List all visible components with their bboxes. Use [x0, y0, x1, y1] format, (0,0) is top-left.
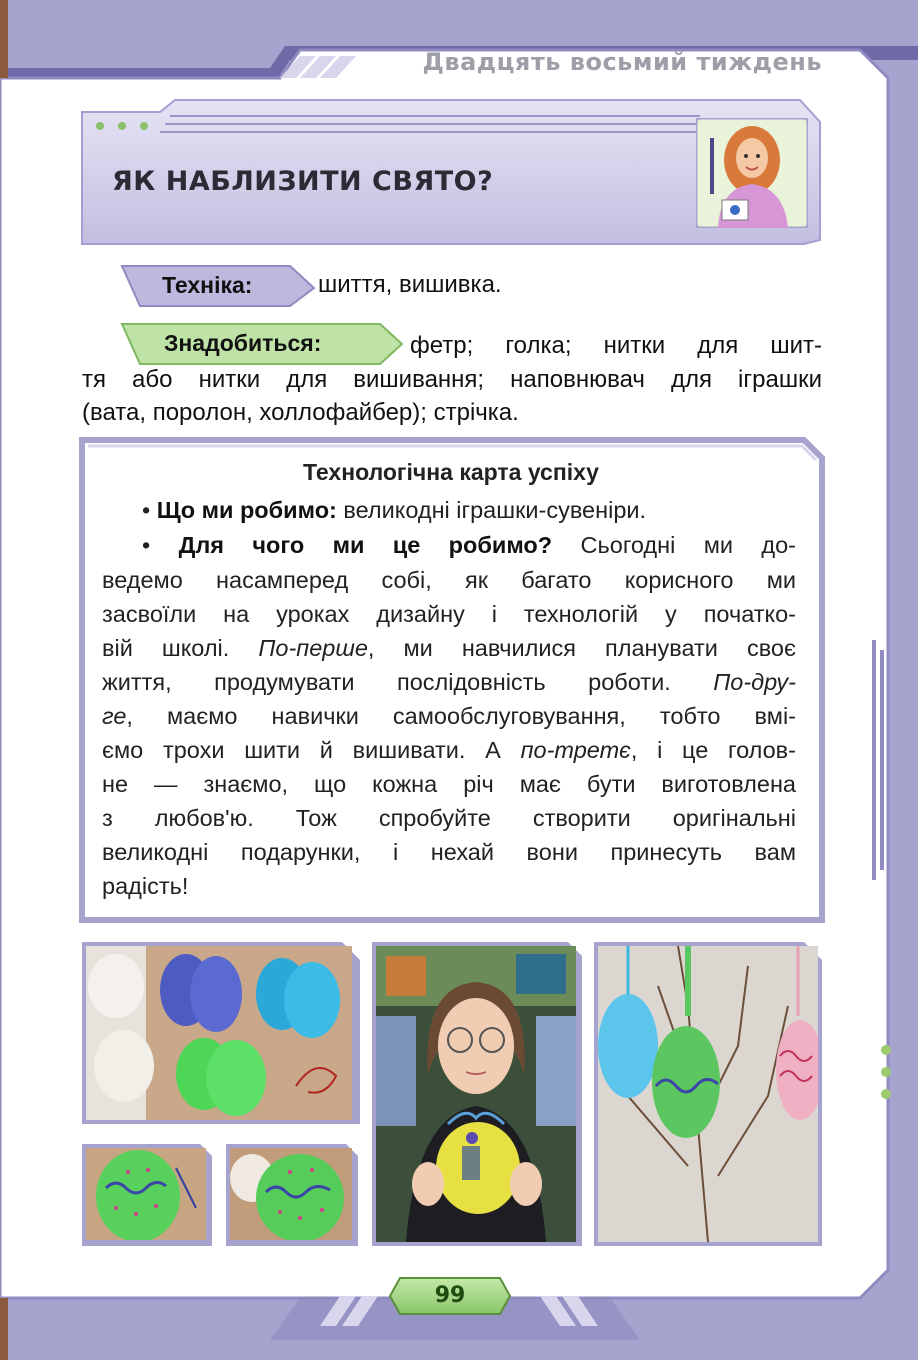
lesson-title: ЯК НАБЛИЗИТИ СВЯТО?: [112, 166, 494, 197]
card-bullet-why: • Для чого ми це робимо? Сьогодні ми до-: [142, 532, 796, 558]
card-line-4-a: вій школі.: [102, 635, 230, 661]
card-q2-label: Для чого ми це робимо?: [178, 532, 553, 558]
technique-label: Техніка:: [162, 272, 253, 298]
success-card-title: Технологічна карта успіху: [303, 459, 599, 485]
stitched-egg-photo-2: [230, 1148, 352, 1240]
card-line-4: [102, 631, 796, 665]
card-line-10: великодні подарунки, і нехай вони принесуть вам: [102, 839, 796, 865]
card-q2-text: Сьогодні ми до-: [580, 532, 796, 558]
stitched-egg-photo-1: [86, 1148, 206, 1240]
materials-line-3: (вата, поролон, холлофайбер); стрічка.: [82, 399, 519, 426]
page-number: 99: [434, 1283, 466, 1308]
card-line-4-italic: По-перше: [258, 635, 368, 661]
hanging-eggs-photo: [598, 946, 818, 1242]
materials-line-1: фетр; голка; нитки для шит-: [410, 332, 822, 359]
card-line-2: ведемо насамперед собі, як багато корисного ми: [102, 567, 796, 593]
card-line-5-a: життя, продумувати послідовність роботи.: [102, 669, 671, 695]
card-line-5: [102, 665, 796, 699]
card-line-9: з любов'ю. Тож спробуйте створити оригінальні: [102, 805, 796, 831]
card-line-6-b: , маємо навички самообслуговування, тобто вмі-: [126, 703, 796, 729]
girl-with-toy-photo: [376, 946, 576, 1242]
card-line-6: [102, 699, 796, 733]
card-line-6-italic: ге: [102, 703, 127, 729]
running-head: Двадцять восьмий тиждень: [422, 48, 822, 76]
card-line-8: не — знаємо, що кожна річ має бути виготовлена: [102, 771, 796, 797]
card-q1-label: Що ми робимо:: [156, 497, 337, 523]
materials-line-2: тя або нитки для вишивання; наповнювач для іграшки: [82, 366, 822, 393]
teacher-illustration: [696, 118, 808, 228]
card-line-7: [102, 733, 796, 767]
card-bullet-what: • Що ми робимо: великодні іграшки-сувеніри.: [142, 497, 647, 523]
card-line-7-b: , і це голов-: [630, 737, 796, 763]
materials-label: Знадобиться:: [164, 330, 322, 356]
card-line-3: засвоїли на уроках дизайну і технологій у початко-: [102, 601, 796, 627]
felt-eggs-photo: [86, 946, 352, 1120]
card-line-7-a: ємо трохи шити й вишивати. А: [102, 737, 501, 763]
card-line-11: радість!: [102, 873, 189, 899]
card-q1-text: великодні іграшки-сувеніри.: [343, 497, 647, 523]
card-line-4-b: , ми навчилися планувати своє: [367, 635, 796, 661]
technique-text: шиття, вишивка.: [318, 271, 502, 298]
card-line-7-italic: по-третє: [520, 737, 631, 763]
card-line-5-italic: По-дру-: [713, 669, 796, 695]
